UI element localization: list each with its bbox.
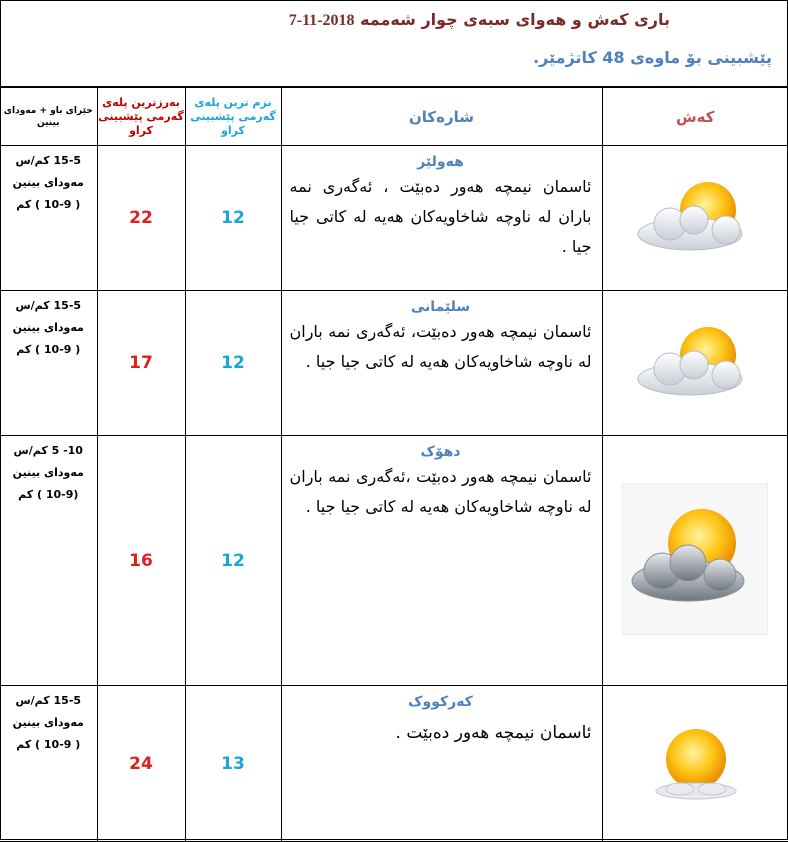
max-temp-cell: 16 (97, 436, 185, 686)
wind-speed: 15-5 کم/س (15, 154, 82, 167)
visibility-value: ( 10-9 ) کم (16, 198, 81, 211)
forecast-text: ئاسمان نیمچە هەور دەبێت ، ئەگەری نمە باران لە ناوچە شاخاویەکان هەیە لە کاتی جیا جیا . (289, 177, 592, 256)
header-weather: کەش (602, 88, 788, 146)
min-temp-cell: 12 (185, 146, 281, 291)
weather-icon-cell (602, 436, 788, 686)
city-cell (281, 146, 602, 291)
weather-icon-cell (602, 146, 788, 291)
wind-visibility-cell (0, 436, 97, 686)
table-row (0, 686, 788, 842)
page-title (283, 10, 670, 30)
weather-icon-cell (602, 291, 788, 436)
city-name: هەولێر (417, 154, 464, 170)
table-row (0, 146, 788, 291)
table-row (0, 436, 788, 686)
wind-visibility-cell (0, 686, 97, 842)
title-text: باری کەش و هەوای سبەی چوار شەممە (360, 10, 670, 29)
forecast-text: ئاسمان نیمچە هەور دەبێت . (395, 723, 592, 743)
forecast-text: ئاسمان نیمچە هەور دەبێت، ئەگەری نمە باران لە ناوچە شاخاویەکان هەیە لە کاتی جیا جیا . (289, 322, 592, 371)
max-temp-cell: 22 (97, 146, 185, 291)
visibility-label: مەودای بینین (12, 716, 84, 729)
wind-speed: 15-5 کم/س (15, 694, 82, 707)
sun-behind-cloud-icon (622, 483, 768, 635)
min-temp-cell: 13 (185, 686, 281, 842)
wind-speed: 15-5 کم/س (15, 299, 82, 312)
visibility-label: مەودای بینین (12, 466, 84, 479)
table-row (0, 291, 788, 436)
city-cell (281, 291, 602, 436)
partly-cloudy-sun-icon (630, 176, 760, 256)
forecast-date: 2018-11-7 (288, 12, 355, 29)
weather-icon-cell (602, 686, 788, 842)
visibility-label: مەودای بینین (12, 321, 84, 334)
page-subtitle: پێشبینی بۆ ماوەی 48 کاتژمێر. (533, 48, 772, 67)
forecast-table (0, 87, 788, 842)
city-name: سلێمانی (410, 299, 471, 315)
city-cell (281, 686, 602, 842)
partly-cloudy-sun-icon (630, 321, 760, 401)
wind-visibility-cell (0, 146, 97, 291)
sun-with-haze-icon (640, 717, 750, 807)
city-name: دهۆک (420, 444, 461, 460)
header-max-temp: بەرزترین پلەی گەرمی پێشبینی کراو (97, 88, 185, 146)
visibility-value: ( 10-9 ) کم (16, 738, 81, 751)
wind-speed: 10- 5 کم/س (13, 444, 83, 457)
min-temp-cell: 12 (185, 291, 281, 436)
visibility-value: (10-9 ) کم (18, 488, 79, 501)
max-temp-cell: 24 (97, 686, 185, 842)
header-wind-visibility: خێرای باو + مەودای بینین (0, 88, 97, 146)
header-min-temp: نزم ترین پلەی گەرمی پێشبینی کراو (185, 88, 281, 146)
forecast-text: ئاسمان نیمچە هەور دەبێت ،ئەگەری نمە باران لە ناوچە شاخاویەکان هەیە لە کاتی جیا جیا . (289, 467, 592, 516)
wind-visibility-cell (0, 291, 97, 436)
max-temp-cell: 17 (97, 291, 185, 436)
city-name: کەرکووک (408, 694, 473, 710)
city-cell (281, 436, 602, 686)
visibility-value: ( 10-9 ) کم (16, 343, 81, 356)
min-temp-cell: 12 (185, 436, 281, 686)
header-cities: شارەکان (281, 88, 602, 146)
visibility-label: مەودای بینین (12, 176, 84, 189)
table-header-row (0, 88, 788, 146)
